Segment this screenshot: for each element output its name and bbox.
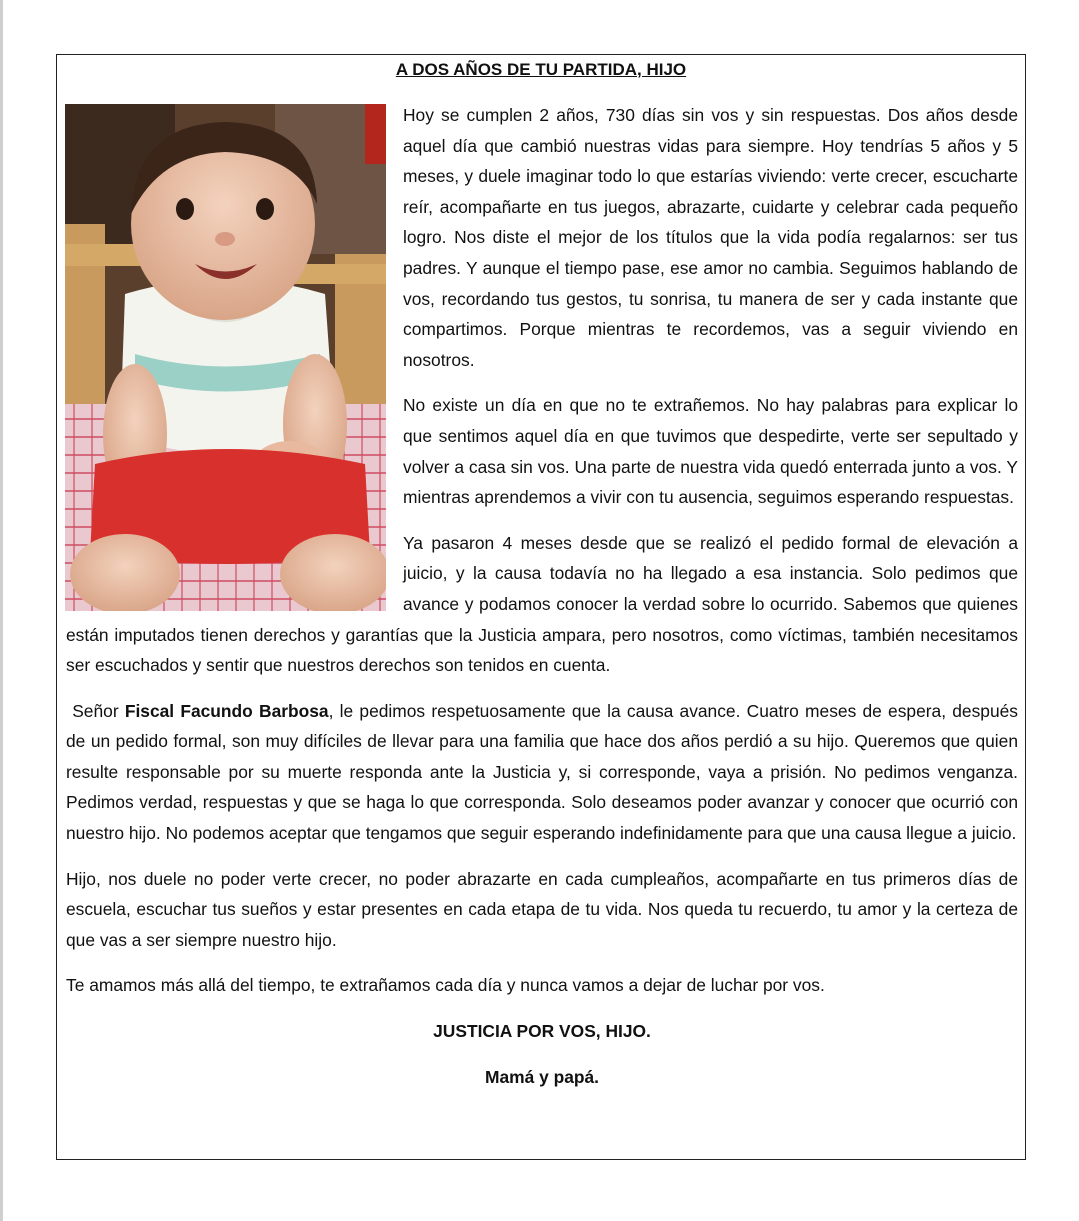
fiscal-prefix: Señor xyxy=(66,700,125,721)
fiscal-rest: , le pedimos respetuosamente que la causa avance. Cuatro meses de espera, después de un pedido formal, son muy difíciles de llevar para una familia que hace dos años perdió a su hijo. Queremos que quien resulte responsable por su muerte responda ante la Justicia y, si corresponde, vaya a prisión. No pedimos venganza. Pedimos verdad, respuestas y que se haga lo que corresponda. Solo deseamos poder avanzar y conocer que ocurrió con nuestro hijo. No podemos aceptar que tengamos que seguir esperando indefinidamente para que una causa llegue a juicio. xyxy=(66,700,1018,844)
photo-spacer xyxy=(66,100,403,614)
paragraph-1: Hoy se cumplen 2 años, 730 días sin vos y sin respuestas. Dos años desde aquel día que cambió nuestras vidas para siempre. Hoy tendrías 5 años y 5 meses, y duele imaginar todo lo que estarías viviendo: verte crecer, escucharte reír, acompañarte en tus juegos, abrazarte, cuidarte y celebrar cada pequeño logro. Nos diste el mejor de los títulos que la vida podía regalarnos: ser tus padres. Y aunque el tiempo pase, ese amor no cambia. Seguimos hablando de vos, recordando tus gestos, tu sonrisa, tu manera de ser y cada instante que compartimos. Porque mientras te recordemos, vas a seguir viviendo en nosotros. xyxy=(403,105,1018,370)
paragraph-2: No existe un día en que no te extrañemos. No hay palabras para explicar lo que sentimos aquel día en que tuvimos que despedirte, verte ser sepultado y volver a casa sin vos. Una parte de nuestra vida quedó enterrada junto a vos. Y mientras aprendemos a vivir con tu ausencia, seguimos esperando respuestas. xyxy=(403,395,1018,508)
document-body xyxy=(66,100,1018,1107)
paragraph-closing-1: Hijo, nos duele no poder verte crecer, no poder abrazarte en cada cumpleaños, acompañarte en tus primeros días de escuela, escuchar tus sueños y estar presentes en cada etapa de tu vida. Nos queda tu recuerdo, tu amor y la certeza de que vas a ser siempre nuestro hijo. xyxy=(66,868,1018,950)
page-edge xyxy=(0,0,3,1221)
slogan: JUSTICIA POR VOS, HIJO. xyxy=(433,1021,651,1042)
paragraph-closing-2: Te amamos más allá del tiempo, te extrañamos cada día y nunca vamos a dejar de luchar por vos. xyxy=(66,975,825,996)
fiscal-name: Fiscal Facundo Barbosa xyxy=(124,700,329,721)
paragraph-fiscal xyxy=(66,696,1018,849)
document-title: A DOS AÑOS DE TU PARTIDA, HIJO xyxy=(395,60,687,79)
signature: Mamá y papá. xyxy=(484,1066,600,1087)
paragraph-3: Ya pasaron 4 meses desde que se realizó el pedido formal de elevación a juicio, y la causa todavía no ha llegado a esa instancia. Solo pedimos que avance y podamos conocer la verdad sobre lo ocurrido. Sabemos que quienes están imputados tienen derechos y garantías que la Justicia ampara, pero nosotros, como víctimas, también necesitamos ser escuchados y sentir que nuestros derechos son tenidos en cuenta. xyxy=(66,532,1018,676)
